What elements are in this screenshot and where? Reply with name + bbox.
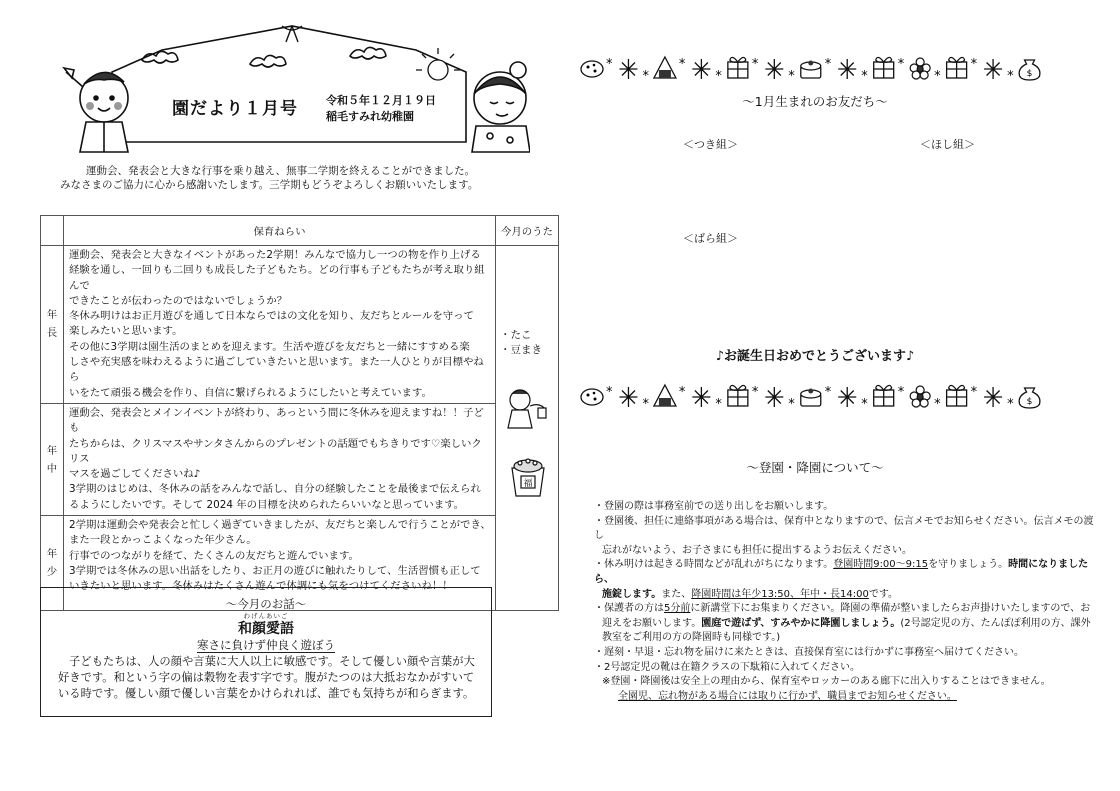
- onigiri-icon: [654, 57, 676, 78]
- snowflake-icon: [619, 387, 637, 407]
- school-name: 稲毛すみれ幼稚園: [326, 110, 414, 123]
- class-label-tsuki: ＜つき組＞: [683, 138, 738, 151]
- intro-message: [60, 164, 530, 192]
- aims-text: 運動会、発表会と大きなイベントがあった2学期！みんなで協力し一つの物を作り上げる 経験を通し、一回りも二回りも成長した子どもたち。どの行事も子どもたちが考え取り組んで できたことが伝わったのではないでしょうか？ 冬休み明けはお正月遊びを通して日本ならではの文化を知り、友だちとルールを守って 楽しみたいと思います。 その他に3学期は園生活のまとめを迎えます。生活や遊びを友だちと一緒にすすめる楽 しさや充実感を味わえるように過ごしていきたいと思います。また一人ひとりが目標やねら いをたて頑張る機会を作り、自信に繋げられるようにしたいと考えています。: [64, 246, 496, 404]
- decoration-row-top: [578, 52, 1052, 86]
- asterisk-icon: *: [606, 57, 613, 72]
- age-label: 年 少: [41, 516, 64, 611]
- asterisk-icon: *: [970, 57, 978, 72]
- onigiri-icon: [654, 385, 676, 406]
- aims-text: 運動会、発表会とメインイベントが終わり、あっという間に冬休みを迎えますね！！子ども たちからは、クリスマスやサンタさんからのプレゼントの話題でもちきりです♡楽しいクリス マスを過ごしてくださいね♪ 3学期のはじめは、冬休みの話をみんなで話し、自分の経験したことを最後まで伝えられ るようにしたいです。そして 2024 年の目標を決められたらいいなと思っています。: [64, 403, 496, 515]
- intro-line: 運動会、発表会と大きな行事を乗り越え、無事二学期を終えることができました。: [86, 165, 476, 177]
- decoration-row-bottom: [578, 380, 1052, 414]
- song-cell: [496, 246, 559, 611]
- song-item: ・たこ: [500, 329, 532, 341]
- note-item: ・2号認定児の靴は在籍クラスの下駄箱に入れてください。: [594, 661, 861, 673]
- snowflake-icon: [984, 59, 1002, 79]
- asterisk-icon: *: [1007, 397, 1014, 412]
- money-bag-icon: [1019, 388, 1040, 408]
- svg-text:福: 福: [523, 479, 533, 489]
- story-heading: ～今月のお話～: [225, 597, 307, 611]
- age-label: 年 長: [41, 246, 64, 404]
- cookie-icon: [581, 389, 603, 405]
- asterisk-icon: *: [861, 397, 868, 412]
- girl-character-icon: [472, 62, 530, 152]
- table-row: [41, 403, 559, 515]
- birthday-congrats: ♪お誕生日おめでとうございます♪: [715, 349, 915, 364]
- gift-box-icon: [947, 385, 967, 406]
- note-item: ・保護者の方は5分前に新講堂下にお集まりください。降園の準備が整いましたらお声掛けいたしますので、お 迎えをお願いします。園庭で遊ばず、すみやかに降園しましょう。(2号認定児の方、たんぽぽ利用の方、課外 教室をご利用の方の降園時も同様です。): [594, 603, 1091, 644]
- header-illustration: [60, 22, 530, 154]
- asterisk-icon: *: [642, 69, 649, 84]
- cloud-icon: [350, 47, 386, 59]
- story-title: 和顔愛語: [238, 621, 294, 637]
- snowflake-icon: [838, 387, 856, 407]
- cookie-icon: [581, 61, 603, 77]
- asterisk-icon: *: [861, 69, 868, 84]
- asterisk-icon: *: [606, 385, 613, 400]
- note-item: ・登園の際は事務室前での送り出しをお願いします。: [594, 501, 834, 512]
- asterisk-icon: *: [678, 57, 686, 72]
- asterisk-icon: *: [642, 397, 649, 412]
- gift-box-icon: [728, 385, 748, 406]
- asterisk-icon: *: [788, 397, 795, 412]
- note-item: ・休み明けは起きる時間などが乱れがちになります。登園時間9:00～9:15を守りましょう。時間になりましたら、 施錠します。また、降園時間は年少13:50、年中・長14:00です。: [594, 559, 1089, 600]
- cake-icon: [801, 61, 821, 79]
- snowflake-icon: [838, 59, 856, 79]
- song-header: 今月のうた: [496, 216, 559, 246]
- bean-box-icon: [508, 454, 548, 498]
- snowflake-icon: [619, 59, 637, 79]
- asterisk-icon: *: [678, 385, 686, 400]
- title-frame: [112, 26, 466, 142]
- age-header-cell: [41, 216, 64, 246]
- asterisk-icon: *: [970, 385, 978, 400]
- asterisk-icon: *: [934, 397, 941, 412]
- svg-text:$: $: [1026, 397, 1033, 407]
- asterisk-icon: *: [897, 57, 905, 72]
- snowflake-icon: [765, 387, 783, 407]
- table-header-row: [41, 216, 559, 246]
- table-row: [41, 246, 559, 404]
- snowflake-icon: [692, 387, 710, 407]
- newsletter-title: 園だより１月号: [172, 99, 298, 119]
- class-label-hoshi: ＜ほし組＞: [920, 138, 975, 151]
- cake-icon: [801, 389, 821, 407]
- flower-icon: [910, 386, 930, 407]
- age-label: 年 中: [41, 403, 64, 515]
- attendance-notes: [594, 500, 1094, 704]
- intro-line: みなさまのご協力に心から感謝いたします。三学期もどうぞよろしくお願いいたします。: [60, 179, 479, 191]
- asterisk-icon: *: [897, 385, 905, 400]
- monthly-story-box: [40, 587, 492, 717]
- asterisk-icon: *: [824, 385, 832, 400]
- gift-box-icon: [874, 385, 894, 406]
- story-ruby: わげんあいご: [243, 612, 289, 620]
- attendance-section-title: ～登園・降園について～: [746, 460, 884, 475]
- note-item: ・遅刻・早退・忘れ物を届けに来たときは、直接保育室には行かずに事務室へ届けてください。: [594, 646, 1024, 658]
- asterisk-icon: *: [751, 57, 759, 72]
- issue-date: 令和５年１２月１９日: [326, 94, 436, 107]
- note-item: ※登園・降園後は安全上の理由から、保育室やロッカーのある廊下に出入りすることはできません。: [602, 676, 1051, 688]
- snowflake-icon: [984, 387, 1002, 407]
- asterisk-icon: *: [715, 69, 722, 84]
- boy-character-icon: [64, 68, 128, 152]
- class-label-bara: ＜ばら組＞: [683, 232, 738, 245]
- gift-box-icon: [947, 57, 967, 78]
- asterisk-icon: *: [934, 69, 941, 84]
- snowflake-icon: [692, 59, 710, 79]
- birthday-section-title: ～1月生まれのお友だち～: [742, 94, 888, 109]
- asterisk-icon: *: [715, 397, 722, 412]
- svg-text:$: $: [1026, 69, 1033, 79]
- note-item: 全園児、忘れ物がある場合には取りに行かず、職員までお知らせください。: [618, 690, 957, 702]
- flower-icon: [910, 58, 930, 79]
- gift-box-icon: [728, 57, 748, 78]
- gift-box-icon: [874, 57, 894, 78]
- cloud-icon: [250, 55, 286, 67]
- aims-text: 2学期は運動会や発表会と忙しく過ぎていきましたが、友だちと楽しんで行うことができ、 また一段とかっこよくなった年少さん。 行事でのつながりを経て、たくさんの友だちと遊んでいます。 3学期では冬休みの思い出話をしたり、お正月の遊びに触れたりして、生活習慣も正して いきたいと思います。冬休みはたくさん遊んで体調にも気をつけてくださいね！！: [64, 516, 496, 611]
- snowflake-icon: [765, 59, 783, 79]
- money-bag-icon: [1019, 60, 1040, 80]
- asterisk-icon: *: [751, 385, 759, 400]
- story-subtitle: 寒さに負けず仲良く遊ぼう: [197, 638, 335, 652]
- song-list: [500, 328, 542, 358]
- childcare-aims-table: [40, 215, 559, 611]
- aims-header: 保育ねらい: [64, 216, 496, 246]
- asterisk-icon: *: [788, 69, 795, 84]
- story-body: 子どもたちは、人の顔や言葉に大人以上に敏感です。そして優しい顔や言葉が大 好きです。和という字の偏は穀物を表す字です。腹がたつのは大抵おなかがすいて いる時です。優しい顔で優しい言葉をかけられれば、誰でも気持ちが和らぎます。: [58, 655, 475, 700]
- note-item: ・登園後、担任に連絡事項がある場合は、保育中となりますので、伝言メモでお知らせください。伝言メモの渡し 忘れがないよう、お子さまにも担任に提出するようお伝えください。: [594, 515, 1094, 556]
- song-item: ・豆まき: [500, 344, 542, 356]
- kite-child-icon: [502, 386, 550, 432]
- asterisk-icon: *: [1007, 69, 1014, 84]
- asterisk-icon: *: [824, 57, 832, 72]
